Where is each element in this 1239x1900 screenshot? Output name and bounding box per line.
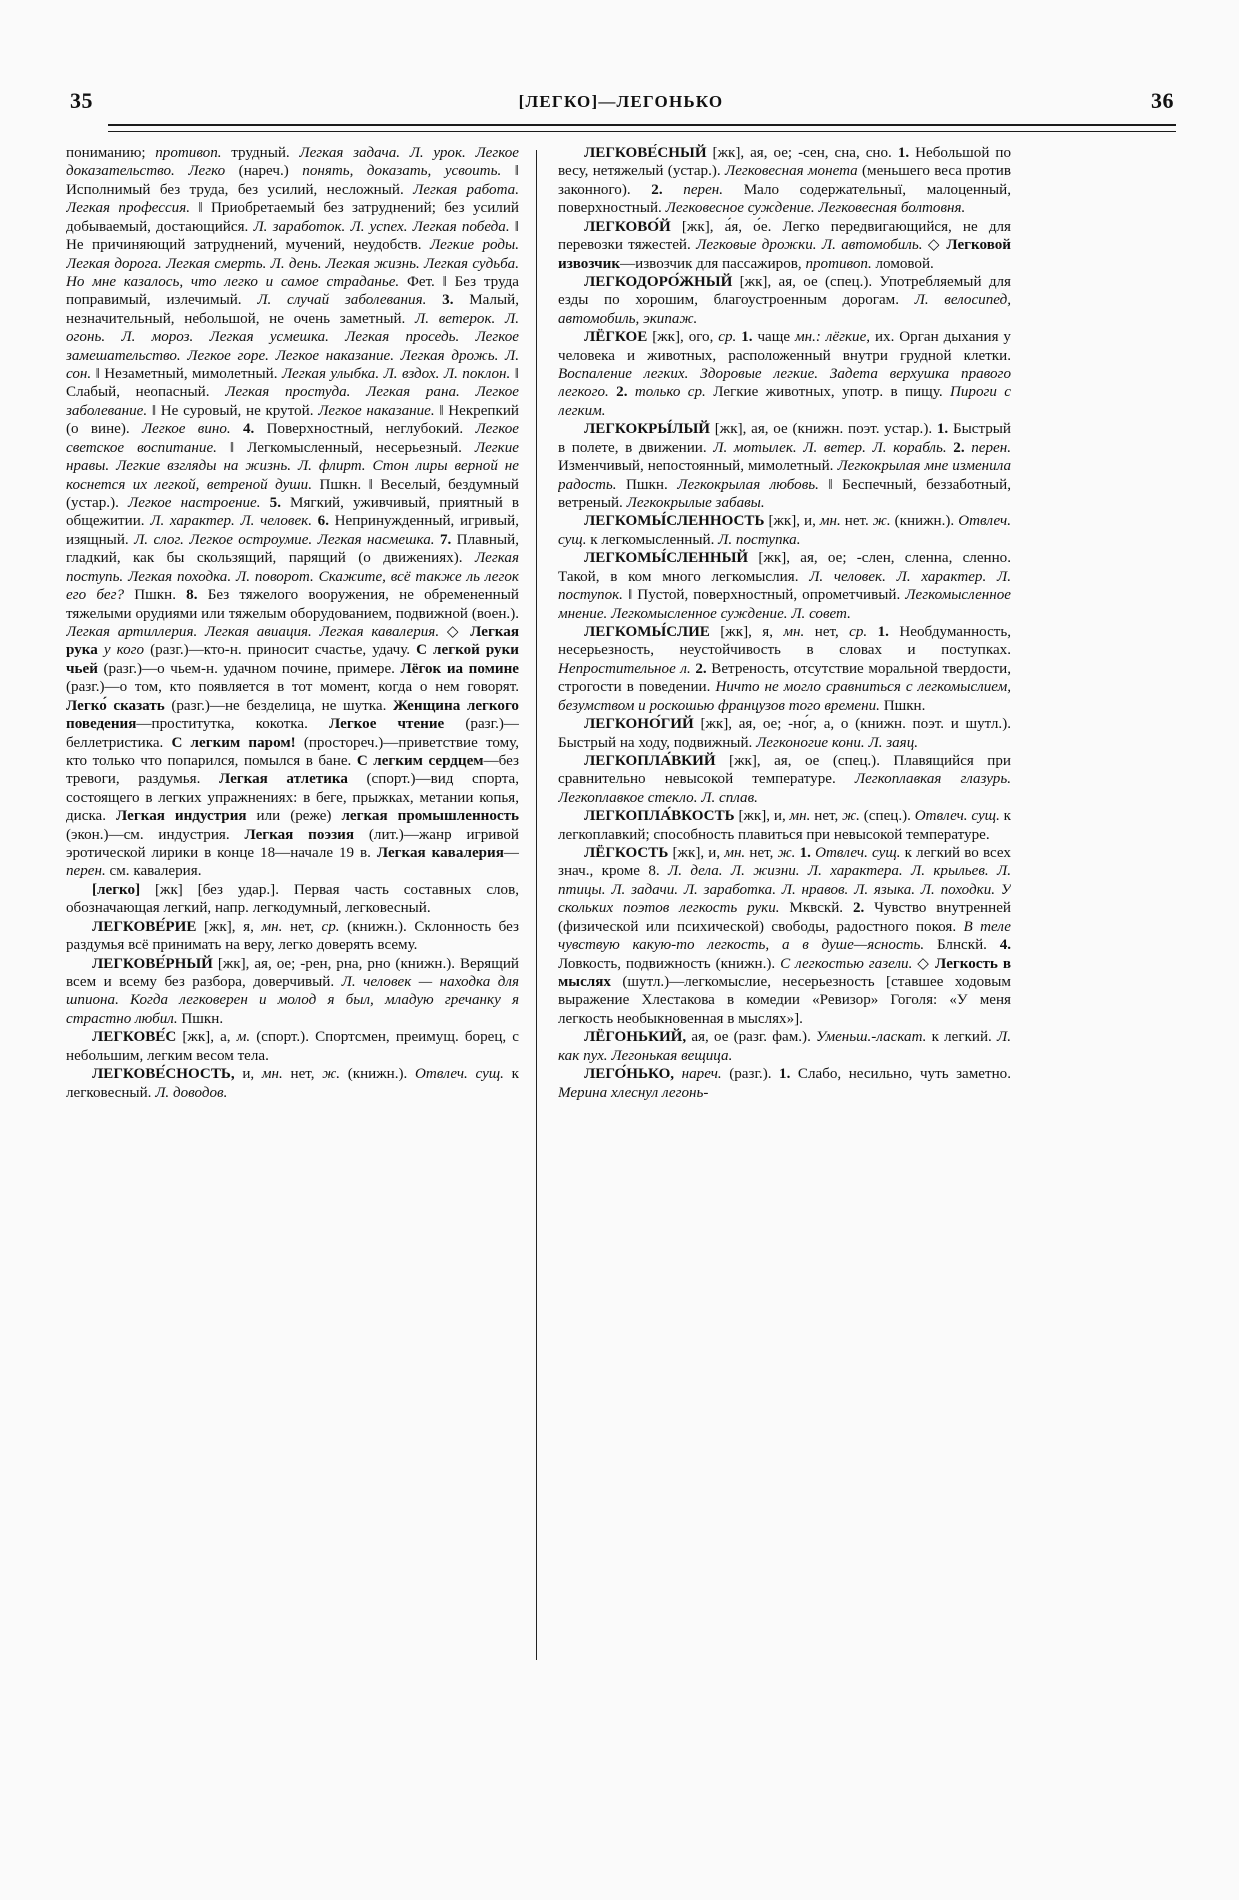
dictionary-entry: ЛЕГКОПЛА́ВКИЙ [жк], ая, ое (спец.). Плавящийся при сравнительно невысокой температуре. Легкоплавкая глазурь. Легкоплавкое стекло. Л. сплав. (558, 752, 1011, 806)
page-sheet (60, 86, 1182, 1846)
entry-continuation: пониманию; противоп. трудный. Легкая задача. Л. урок. Легкое доказательство. Легко (нареч.) понять, доказать, усвоить. ‖ Исполнимый без труда, без усилий, несложный. Легкая работа. Легкая профессия. ‖ Приобретаемый без затруднений; без усилий добываемый, достающийся. Л. заработок. Л. успех. Легкая победа. ‖ Не причиняющий затруднений, мучений, неудобств. Легкие роды. Легкая дорога. Легкая смерть. Л. день. Легкая жизнь. Легкая судьба. Но мне казалось, что легко и самое страданье. Фет. ‖ Без труда поправимый, излечимый. Л. случай заболевания. 3. Малый, незначительный, небольшой, не очень заметный. Л. ветерок. Л. огонь. Л. мороз. Легкая усмешка. Легкая проседь. Легкое замешательство. Легкое горе. Легкое наказание. Легкая дрожь. Л. сон. ‖ Незаметный, мимолетный. Легкая улыбка. Л. вздох. Л. поклон. ‖ Слабый, неопасный. Легкая простуда. Легкая рана. Легкое заболевание. ‖ Не суровый, не крутой. Легкое наказание. ‖ Некрепкий (о вине). Легкое вино. 4. Поверхностный, неглубокий. Легкое светское воспитание. ‖ Легкомысленный, несерьезный. Легкие нравы. Легкие взгляды на жизнь. Л. флирт. Стон лиры верной не коснется их легкой, ветреной души. Пшкн. ‖ Веселый, бездумный (устар.). Легкое настроение. 5. Мягкий, уживчивый, приятный в общежитии. Л. характер. Л. человек. 6. Непринужденный, игривый, изящный. Л. слог. Легкое остроумие. Легкая насмешка. 7. Плавный, гладкий, как бы скользящий, парящий (о движениях). Легкая поступь. Легкая походка. Л. поворот. Скажите, всё также ль легок его бег? Пшкн. 8. Без тяжелого вооружения, не обремененный тяжелыми орудиями или тяжелым оборудованием, подвижной (воен.). Легкая артиллерия. Легкая авиация. Легкая кавалерия. ◇ Легкая рука у кого (разг.)—кто-н. приносит счастье, удачу. С легкой руки чьей (разг.)—о чьем-н. удачном почине, примере. Лёгок иа помине (разг.)—о том, кто появляется в тот момент, когда о нем говорят. Легко́ сказать (разг.)—не безделица, не шутка. Женщина легкого поведения—проститутка, кокотка. Легкое чтение (разг.)—беллетристика. С легким паром! (простореч.)—приветствие тому, кто только что попарился, помылся в бане. С легким сердцем—без тревоги, раздумья. Легкая атлетика (спорт.)—вид спорта, состоящего в легких упражнениях: в беге, прыжках, метании копья, диска. Легкая индустрия или (реже) легкая промышленность (экон.)—см. индустрия. Легкая поэзия (лит.)—жанр игривой эротической лирики в конце 18—начале 19 в. Легкая кавалерия—перен. см. кавалерия. (66, 145, 519, 880)
dictionary-entry: ЛЁГКОЕ [жк], ого, ср. 1. чаще мн.: лёгкие, их. Орган дыхания у человека и животных, расположенный внутри грудной клетки. Воспаление легких. Здоровые легкие. Задета верхушка правого легкого. 2. только ср. Легкие животных, употр. в пищу. Пироги с легким. (558, 329, 1011, 419)
dictionary-entry: ЛЁГОНЬКИЙ, ая, ое (разг. фам.). Уменьш.-ласкат. к легкий. Л. как пух. Легонькая вещица. (558, 1029, 1011, 1064)
dictionary-entry: ЛЕГКОВЕ́С [жк], а, м. (спорт.). Спортсмен, преимущ. борец, с небольшим, легким весом тела. (66, 1029, 519, 1064)
running-head: [ЛЕГКО]—ЛЕГОНЬКО (518, 92, 724, 111)
dictionary-entry: ЛЕГКОДОРО́ЖНЫЙ [жк], ая, ое (спец.). Употребляемый для езды по хорошим, благоустроенным дорогам. Л. велосипед, автомобиль, экипаж. (558, 273, 1011, 327)
page-header (60, 86, 1182, 126)
dictionary-entry: ЛЕГКОВЕ́РНЫЙ [жк], ая, ое; -рен, рна, рно (книжн.). Верящий всем и всему без разбора, доверчивый. Л. человек — находка для шпиона. Когда легковерен и молод я был, младую гречанку я страстно любил. Пшкн. (66, 955, 519, 1027)
folio-left: 35 (70, 88, 93, 113)
column-divider (536, 150, 537, 1660)
dictionary-entry: ЛЕГКОПЛА́ВКОСТЬ [жк], и, мн. нет, ж. (спец.). Отвлеч. сущ. к легкоплавкий; способность плавиться при невысокой температуре. (558, 808, 1011, 843)
dictionary-entry: ЛЕГКОМЫ́СЛИЕ [жк], я, мн. нет, ср. 1. Необдуманность, несерьезность, неустойчивость в словах и поступках. Непростительное л. 2. Ветреность, отсутствие моральной твердости, строгости в поведении. Ничто не могло сравниться с легкомыслием, безумством и роскошью французов того времени. Пшкн. (558, 623, 1011, 714)
dictionary-entry: ЛЕГО́НЬКО, нареч. (разг.). 1. Слабо, несильно, чуть заметно. Мерина хлеснул легонь- (558, 1066, 1011, 1101)
dictionary-entry: ЛЕГКОКРЫ́ЛЫЙ [жк], ая, ое (книжн. поэт. устар.). 1. Быстрый в полете, в движении. Л. мотылек. Л. ветер. Л. корабль. 2. перен. Изменчивый, непостоянный, мимолетный. Легкокрылая мне изменила радость. Пшкн. Легкокрылая любовь. ‖ Беспечный, беззаботный, ветреный. Легкокрылые забавы. (558, 421, 1011, 512)
dictionary-entry: ЛЕГКОВО́Й [жк], а́я, о́е. Легко передвигающийся, не для перевозки тяжестей. Легковые дрожки. Л. автомобиль. ◇ Легковой извозчик—извозчик для пассажиров, противоп. ломовой. (558, 218, 1011, 272)
right-column (558, 144, 1011, 1844)
dictionary-entry: ЛЕГКОВЕ́РИЕ [жк], я, мн. нет, ср. (книжн.). Склонность без раздумья всё принимать на веру, легко доверять всему. (66, 918, 519, 954)
columns-area (66, 144, 1182, 1844)
folio-right: 36 (1151, 88, 1174, 113)
header-rule (108, 124, 1176, 132)
dictionary-entry: ЛЕГКОВЕ́СНЫЙ [жк], ая, ое; -сен, сна, сно. 1. Небольшой по весу, нетяжелый (устар.). Легковесная монета (меньшего веса против законного). 2. перен. Мало содержательныї, малоценный, поверхностный. Легковесное суждение. Легковесная болтовня. (558, 145, 1011, 217)
dictionary-entry: ЛЁГКОСТЬ [жк], и, мн. нет, ж. 1. Отвлеч. сущ. к легкий во всех знач., кроме 8. Л. дела. Л. жизни. Л. характера. Л. крыльев. Л. птицы. Л. задачи. Л. заработка. Л. нравов. Л. языка. Л. походки. У скольких поэтов легкость руки. Мквскй. 2. Чувство внутренней (физической или психической) свободы, радостного покоя. В теле чувствую какую-то легкость, а в душе—ясность. Блнскй. 4. Ловкость, подвижность (книжн.). С легкостью газели. ◇ Легкость в мыслях (шутл.)—легкомыслие, несерьезность [ставшее ходовым выражение Хлестакова в комедии «Ревизор» Гоголя: «У меня легкость необыкновенная в мыслях»]. (558, 845, 1011, 1027)
dictionary-entry: ЛЕГКОВЕ́СНОСТЬ, и, мн. нет, ж. (книжн.). Отвлеч. сущ. к легковесный. Л. доводов. (66, 1066, 519, 1101)
left-column (66, 144, 519, 1844)
dictionary-entry: ЛЕГКОМЫ́СЛЕННЫЙ [жк], ая, ое; -слен, сленна, сленно. Такой, в ком много легкомыслия. Л. человек. Л. характер. Л. поступок. ‖ Пустой, поверхностный, опрометчивый. Легкомысленное мнение. Легкомысленное суждение. Л. совет. (558, 550, 1011, 622)
dictionary-entry: ЛЕГКОМЫ́СЛЕННОСТЬ [жк], и, мн. нет. ж. (книжн.). Отвлеч. сущ. к легкомысленный. Л. поступка. (558, 513, 1011, 548)
dictionary-entry: ЛЕГКОНО́ГИЙ [жк], ая, ое; -но́г, а, о (книжн. поэт. и шутл.). Быстрый на ходу, подвижный. Легконогие кони. Л. заяц. (558, 716, 1011, 751)
dictionary-entry: [легко] [жк] [без удар.]. Первая часть составных слов, обозначающая легкий, напр. легкодумный, легковесный. (66, 881, 519, 917)
